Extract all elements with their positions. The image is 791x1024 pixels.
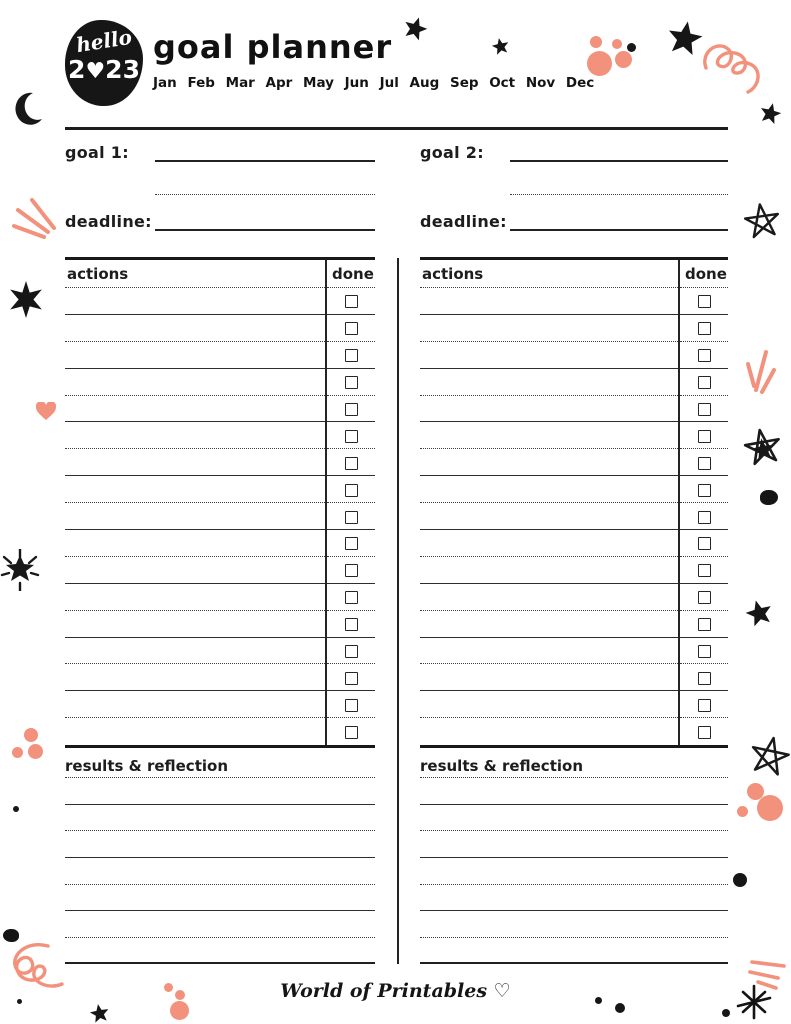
done-row [680,288,728,315]
done-row [327,664,375,691]
results-lines [65,778,375,964]
done-checkbox[interactable] [345,430,358,443]
star-icon [758,101,783,125]
results-line[interactable] [65,831,375,858]
done-checkbox[interactable] [698,511,711,524]
action-line[interactable] [420,369,678,396]
action-line[interactable] [420,718,678,745]
done-row [327,530,375,557]
coral-dot [12,747,23,758]
action-line[interactable] [65,476,325,503]
goal-row [65,140,375,162]
done-checkbox[interactable] [345,295,358,308]
action-line[interactable] [65,449,325,476]
deadline-row [65,209,375,231]
badge-year: 2♥23 [68,55,140,84]
done-row [680,691,728,718]
results-header: results & reflection [420,754,728,778]
done-row [327,476,375,503]
results-line[interactable] [420,858,728,885]
coral-dot [164,983,173,992]
done-checkbox[interactable] [698,672,711,685]
done-checkbox[interactable] [698,699,711,712]
black-dot [615,1003,625,1013]
action-line[interactable] [420,638,678,665]
results-header: results & reflection [65,754,375,778]
action-line[interactable] [420,584,678,611]
results-line[interactable] [65,805,375,832]
done-row [327,557,375,584]
action-line[interactable] [65,288,325,315]
done-checkbox[interactable] [698,564,711,577]
done-checkbox[interactable] [345,645,358,658]
results-lines [420,778,728,964]
done-row [327,611,375,638]
results-line[interactable] [420,911,728,938]
done-checkbox[interactable] [345,322,358,335]
results-line[interactable] [65,885,375,912]
goal-row [420,140,728,162]
coral-dot [24,728,38,742]
done-row [680,342,728,369]
done-checkbox[interactable] [345,672,358,685]
results-line[interactable] [420,831,728,858]
action-line[interactable] [65,369,325,396]
done-checkbox[interactable] [698,430,711,443]
action-line[interactable] [420,396,678,423]
done-rows [678,260,728,745]
done-row [327,584,375,611]
title-block [153,16,753,91]
pentagram-star-icon [742,200,783,241]
header-rule [65,127,728,130]
scribble-star-icon [0,549,40,591]
done-checkbox[interactable] [345,376,358,389]
goal-column [420,140,728,964]
done-row [680,530,728,557]
action-line[interactable] [65,638,325,665]
results-line[interactable] [420,938,728,965]
done-row [680,638,728,665]
done-row [327,691,375,718]
heart-icon [36,402,56,421]
action-line[interactable] [65,664,325,691]
action-line[interactable] [65,315,325,342]
action-line[interactable] [65,503,325,530]
center-divider [397,258,399,964]
done-checkbox[interactable] [698,322,711,335]
done-checkbox[interactable] [345,511,358,524]
coral-dot [590,36,602,48]
done-row [680,718,728,745]
done-checkbox[interactable] [345,457,358,470]
action-line[interactable] [420,342,678,369]
done-checkbox[interactable] [698,295,711,308]
done-checkbox[interactable] [345,349,358,362]
action-line[interactable] [420,691,678,718]
goal-input-line-2[interactable] [155,194,375,195]
black-dot [722,1009,730,1017]
page-title: goal planner [153,28,393,66]
results-line[interactable] [65,778,375,805]
action-line[interactable] [420,664,678,691]
action-line[interactable] [65,718,325,745]
done-checkbox[interactable] [345,537,358,550]
done-row [327,638,375,665]
done-row [327,718,375,745]
results-line[interactable] [65,938,375,965]
asterisk-sparkle-icon [736,984,772,1020]
actions-rows [65,260,325,745]
actions-table [420,257,728,748]
done-row [680,557,728,584]
done-row [680,315,728,342]
results-line[interactable] [420,778,728,805]
done-header: done [680,260,728,288]
goal-label: goal 2: [420,143,484,162]
deadline-row [420,209,728,231]
black-dot [595,997,602,1004]
done-rows [325,260,375,745]
black-dot [17,999,22,1004]
coral-dot [28,744,43,759]
action-line[interactable] [420,315,678,342]
star-icon [89,1002,111,1023]
months-strip: Jan Feb Mar Apr May Jun Jul Aug Sep Oct Nov Dec [153,75,595,91]
done-row [680,476,728,503]
done-checkbox[interactable] [345,484,358,497]
done-checkbox[interactable] [345,618,358,631]
crescent-moon-icon [12,92,44,126]
done-checkbox[interactable] [345,564,358,577]
coral-dot [587,51,612,76]
deadline-input-line[interactable] [155,229,375,231]
goal-input-line[interactable] [510,160,728,162]
sparkle-star-icon [8,281,44,318]
doodle-star-icon [741,425,784,467]
black-blob [760,490,778,505]
done-row [327,396,375,423]
done-header: done [327,260,375,288]
star-icon [665,18,704,56]
done-row [680,396,728,423]
done-checkbox[interactable] [698,376,711,389]
hello-2023-badge [65,20,143,106]
columns [65,140,728,964]
results-line[interactable] [65,858,375,885]
done-row [327,315,375,342]
done-row [680,503,728,530]
done-checkbox[interactable] [345,699,358,712]
pentagram-star-icon [746,732,791,777]
action-line[interactable] [420,503,678,530]
black-dot [627,43,636,52]
deadline-input-line[interactable] [510,229,728,231]
action-line[interactable] [65,342,325,369]
coral-dot [757,795,783,821]
loop-squiggle-icon [8,942,70,994]
done-row [327,342,375,369]
rays-icon [740,348,778,394]
footer-credit: World of Printables ♡ [280,980,511,1002]
done-row [327,503,375,530]
actions-header: actions [420,260,678,288]
action-line[interactable] [65,557,325,584]
done-checkbox[interactable] [345,591,358,604]
action-line[interactable] [65,530,325,557]
done-checkbox[interactable] [698,591,711,604]
actions-table [65,257,375,748]
done-row [680,584,728,611]
actions-rows [420,260,678,745]
action-line[interactable] [65,611,325,638]
done-row [327,422,375,449]
action-line[interactable] [420,422,678,449]
badge-greeting: hello [74,24,134,58]
action-line[interactable] [420,476,678,503]
action-line[interactable] [420,530,678,557]
done-row [327,288,375,315]
loop-squiggle-icon [702,40,768,98]
action-line[interactable] [420,557,678,584]
done-checkbox[interactable] [698,349,711,362]
coral-dot [175,990,185,1000]
coral-dot [615,51,632,68]
deadline-label: deadline: [420,212,507,231]
coral-dot [737,806,748,817]
black-dot [13,806,19,812]
done-checkbox[interactable] [698,726,711,739]
rays-icon [10,196,58,240]
action-line[interactable] [65,422,325,449]
results-line[interactable] [420,885,728,912]
black-blob [3,929,19,942]
done-row [680,369,728,396]
coral-dot [612,39,622,49]
done-checkbox[interactable] [698,537,711,550]
actions-header: actions [65,260,325,288]
goal-input-line[interactable] [155,160,375,162]
done-row [327,449,375,476]
deadline-label: deadline: [65,212,152,231]
done-checkbox[interactable] [345,403,358,416]
action-line[interactable] [420,449,678,476]
action-line[interactable] [420,288,678,315]
action-line[interactable] [65,584,325,611]
done-checkbox[interactable] [698,618,711,631]
action-line[interactable] [65,396,325,423]
action-line[interactable] [420,611,678,638]
black-dot [733,873,747,887]
done-checkbox[interactable] [698,457,711,470]
done-row [680,422,728,449]
done-checkbox[interactable] [345,726,358,739]
done-checkbox[interactable] [698,403,711,416]
coral-dot [170,1001,189,1020]
done-row [680,449,728,476]
goal-column [65,140,375,964]
action-line[interactable] [65,691,325,718]
star-icon [743,597,775,628]
results-line[interactable] [420,805,728,832]
done-row [680,664,728,691]
goal-label: goal 1: [65,143,129,162]
goal-input-line-2[interactable] [510,194,728,195]
results-line[interactable] [65,911,375,938]
done-row [327,369,375,396]
done-row [680,611,728,638]
done-checkbox[interactable] [698,484,711,497]
done-checkbox[interactable] [698,645,711,658]
